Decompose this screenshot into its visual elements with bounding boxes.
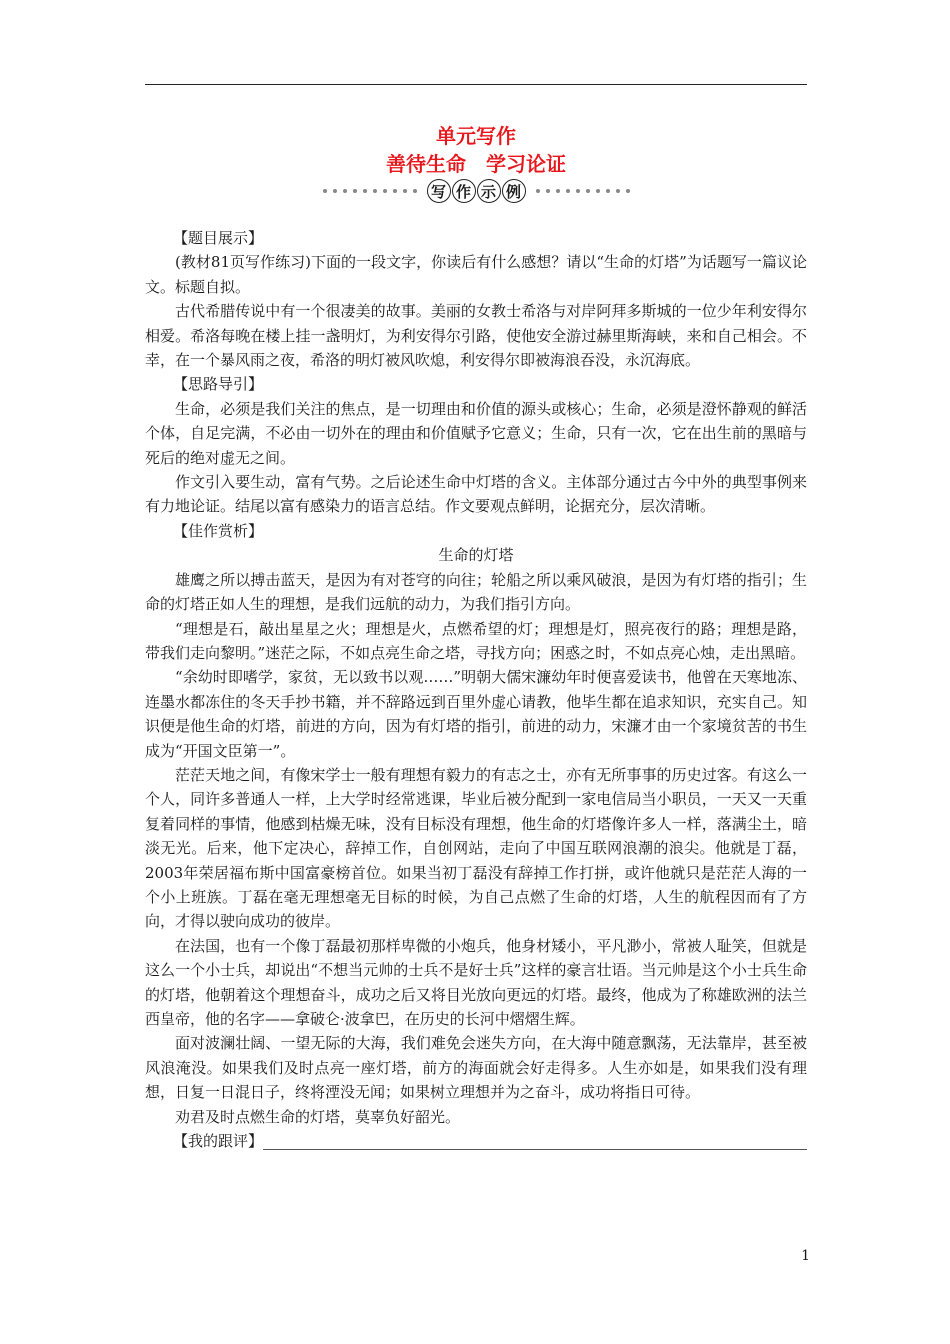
essay-paragraph: “理想是石，敲出星星之火；理想是火，点燃希望的灯；理想是灯，照亮夜行的路；理想是路，带我们走向黎明。”迷茫之际，不如点亮生命之塔，寻找方向；困惑之时，不如点亮心烛，走出黑暗。	[145, 619, 807, 662]
badge-char: 作	[452, 179, 476, 203]
followup-row	[145, 1129, 807, 1153]
followup-label: 【我的跟评】	[173, 1132, 264, 1151]
page-subtitle: 善待生命 学习论证	[386, 152, 566, 176]
right-dots	[536, 189, 630, 193]
page-number: 1	[801, 1248, 810, 1264]
left-dots	[323, 189, 417, 193]
badge-char: 例	[502, 179, 526, 203]
badge-char: 示	[477, 179, 501, 203]
sample-label: 【佳作赏析】	[173, 521, 264, 540]
guide-paragraph: 生命，必须是我们关注的焦点，是一切理由和价值的源头或核心；生命，必须是澄怀静观的鲜活个体，自足完满，不必由一切外在的理由和价值赋予它意义；生命，只有一次，它在出生前的黑暗与死后的绝对虚无之间。	[145, 399, 807, 467]
guide-paragraph: 作文引入要生动，富有气势。之后论述生命中灯塔的含义。主体部分通过古今中外的典型事例来有力地论证。结尾以富有感染力的语言总结。作文要观点鲜明，论据充分，层次清晰。	[145, 473, 807, 516]
topic-paragraph: (教材81页写作练习)下面的一段文字，你读后有什么感想？请以“生命的灯塔”为话题写一篇议论文。标题自拟。	[145, 253, 807, 296]
guide-label: 【思路导引】	[173, 375, 264, 394]
topic-paragraph: 古代希腊传说中有一个很凄美的故事。美丽的女教士希洛与对岸阿拜多斯城的一位少年利安得尔相爱。希洛每晚在楼上挂一盏明灯，为利安得尔引路，使他安全游过赫里斯海峡，来和自己相会。不幸，在一个暴风雨之夜，希洛的明灯被风吹熄，利安得尔即被海浪吞没，永沉海底。	[145, 302, 807, 370]
document-body	[145, 226, 807, 1153]
page-title: 单元写作	[436, 124, 516, 148]
essay-paragraph: 在法国，也有一个像丁磊最初那样卑微的小炮兵，他身材矮小，平凡渺小，常被人耻笑，但就是这么一个小士兵，却说出“不想当元帅的士兵不是好士兵”这样的豪言壮语。当元帅是这个小士兵生命的灯塔，他朝着这个理想奋斗，成功之后又将目光放向更远的灯塔。最终，他成为了称雄欧洲的法兰西皇帝，他的名字——拿破仑·波拿巴，在历史的长河中熠熠生辉。	[145, 936, 807, 1028]
top-rule	[145, 84, 807, 85]
essay-paragraph: 茫茫天地之间，有像宋学士一般有理想有毅力的有志之士，亦有无所事事的历史过客。有这么一个人，同许多普通人一样，上大学时经常逃课，毕业后被分配到一家电信局当小职员，一天又一天重复着同样的事情，他感到枯燥无味，没有目标没有理想，他生命的灯塔像许多人一样，落满尘土，暗淡无光。后来，他下定决心，辞掉工作，自创网站，走向了中国互联网浪潮的浪尖。他就是丁磊，2003年荣居福布斯中国富豪榜首位。如果当初丁磊没有辞掉工作打拼，或许他就只是茫茫人海的一个小上班族。丁磊在毫无理想毫无目标的时候，为自己点燃了生命的灯塔，人生的航程因而有了方向，才得以驶向成功的彼岸。	[145, 765, 807, 931]
essay-paragraph: “余幼时即嗜学，家贫，无以致书以观……”明朝大儒宋濂幼年时便喜爱读书，他曾在天寒地冻、连墨水都冻住的冬天手抄书籍，并不辞路远到百里外虚心请教，他毕生都在追求知识，充实自己。知识便是他生命的灯塔，前进的方向，因为有灯塔的指引，前进的动力，宋濂才由一个家境贫苦的书生成为“开国文臣第一”。	[145, 668, 807, 760]
badge-char: 写	[427, 179, 451, 203]
essay-paragraph: 劝君及时点燃生命的灯塔，莫辜负好韶光。	[175, 1107, 461, 1126]
essay-paragraph: 雄鹰之所以搏击蓝天，是因为有对苍穹的向往；轮船之所以乘风破浪，是因为有灯塔的指引；生命的灯塔正如人生的理想，是我们远航的动力，为我们指引方向。	[145, 570, 807, 614]
essay-paragraph: 面对波澜壮阔、一望无际的大海，我们难免会迷失方向，在大海中随意飘荡，无法靠岸，甚至被风浪淹没。如果我们及时点亮一座灯塔，前方的海面就会好走得多。人生亦如是，如果我们没有理想，日复一日混日子，终将湮没无闻；如果树立理想并为之奋斗，成功将指日可待。	[145, 1034, 807, 1102]
badge-chars	[427, 179, 526, 203]
followup-answer-line[interactable]	[263, 1129, 807, 1150]
title-block	[145, 122, 807, 178]
essay-title: 生命的灯塔	[438, 546, 514, 565]
topic-label: 【题目展示】	[173, 229, 264, 247]
section-badge	[145, 176, 807, 206]
